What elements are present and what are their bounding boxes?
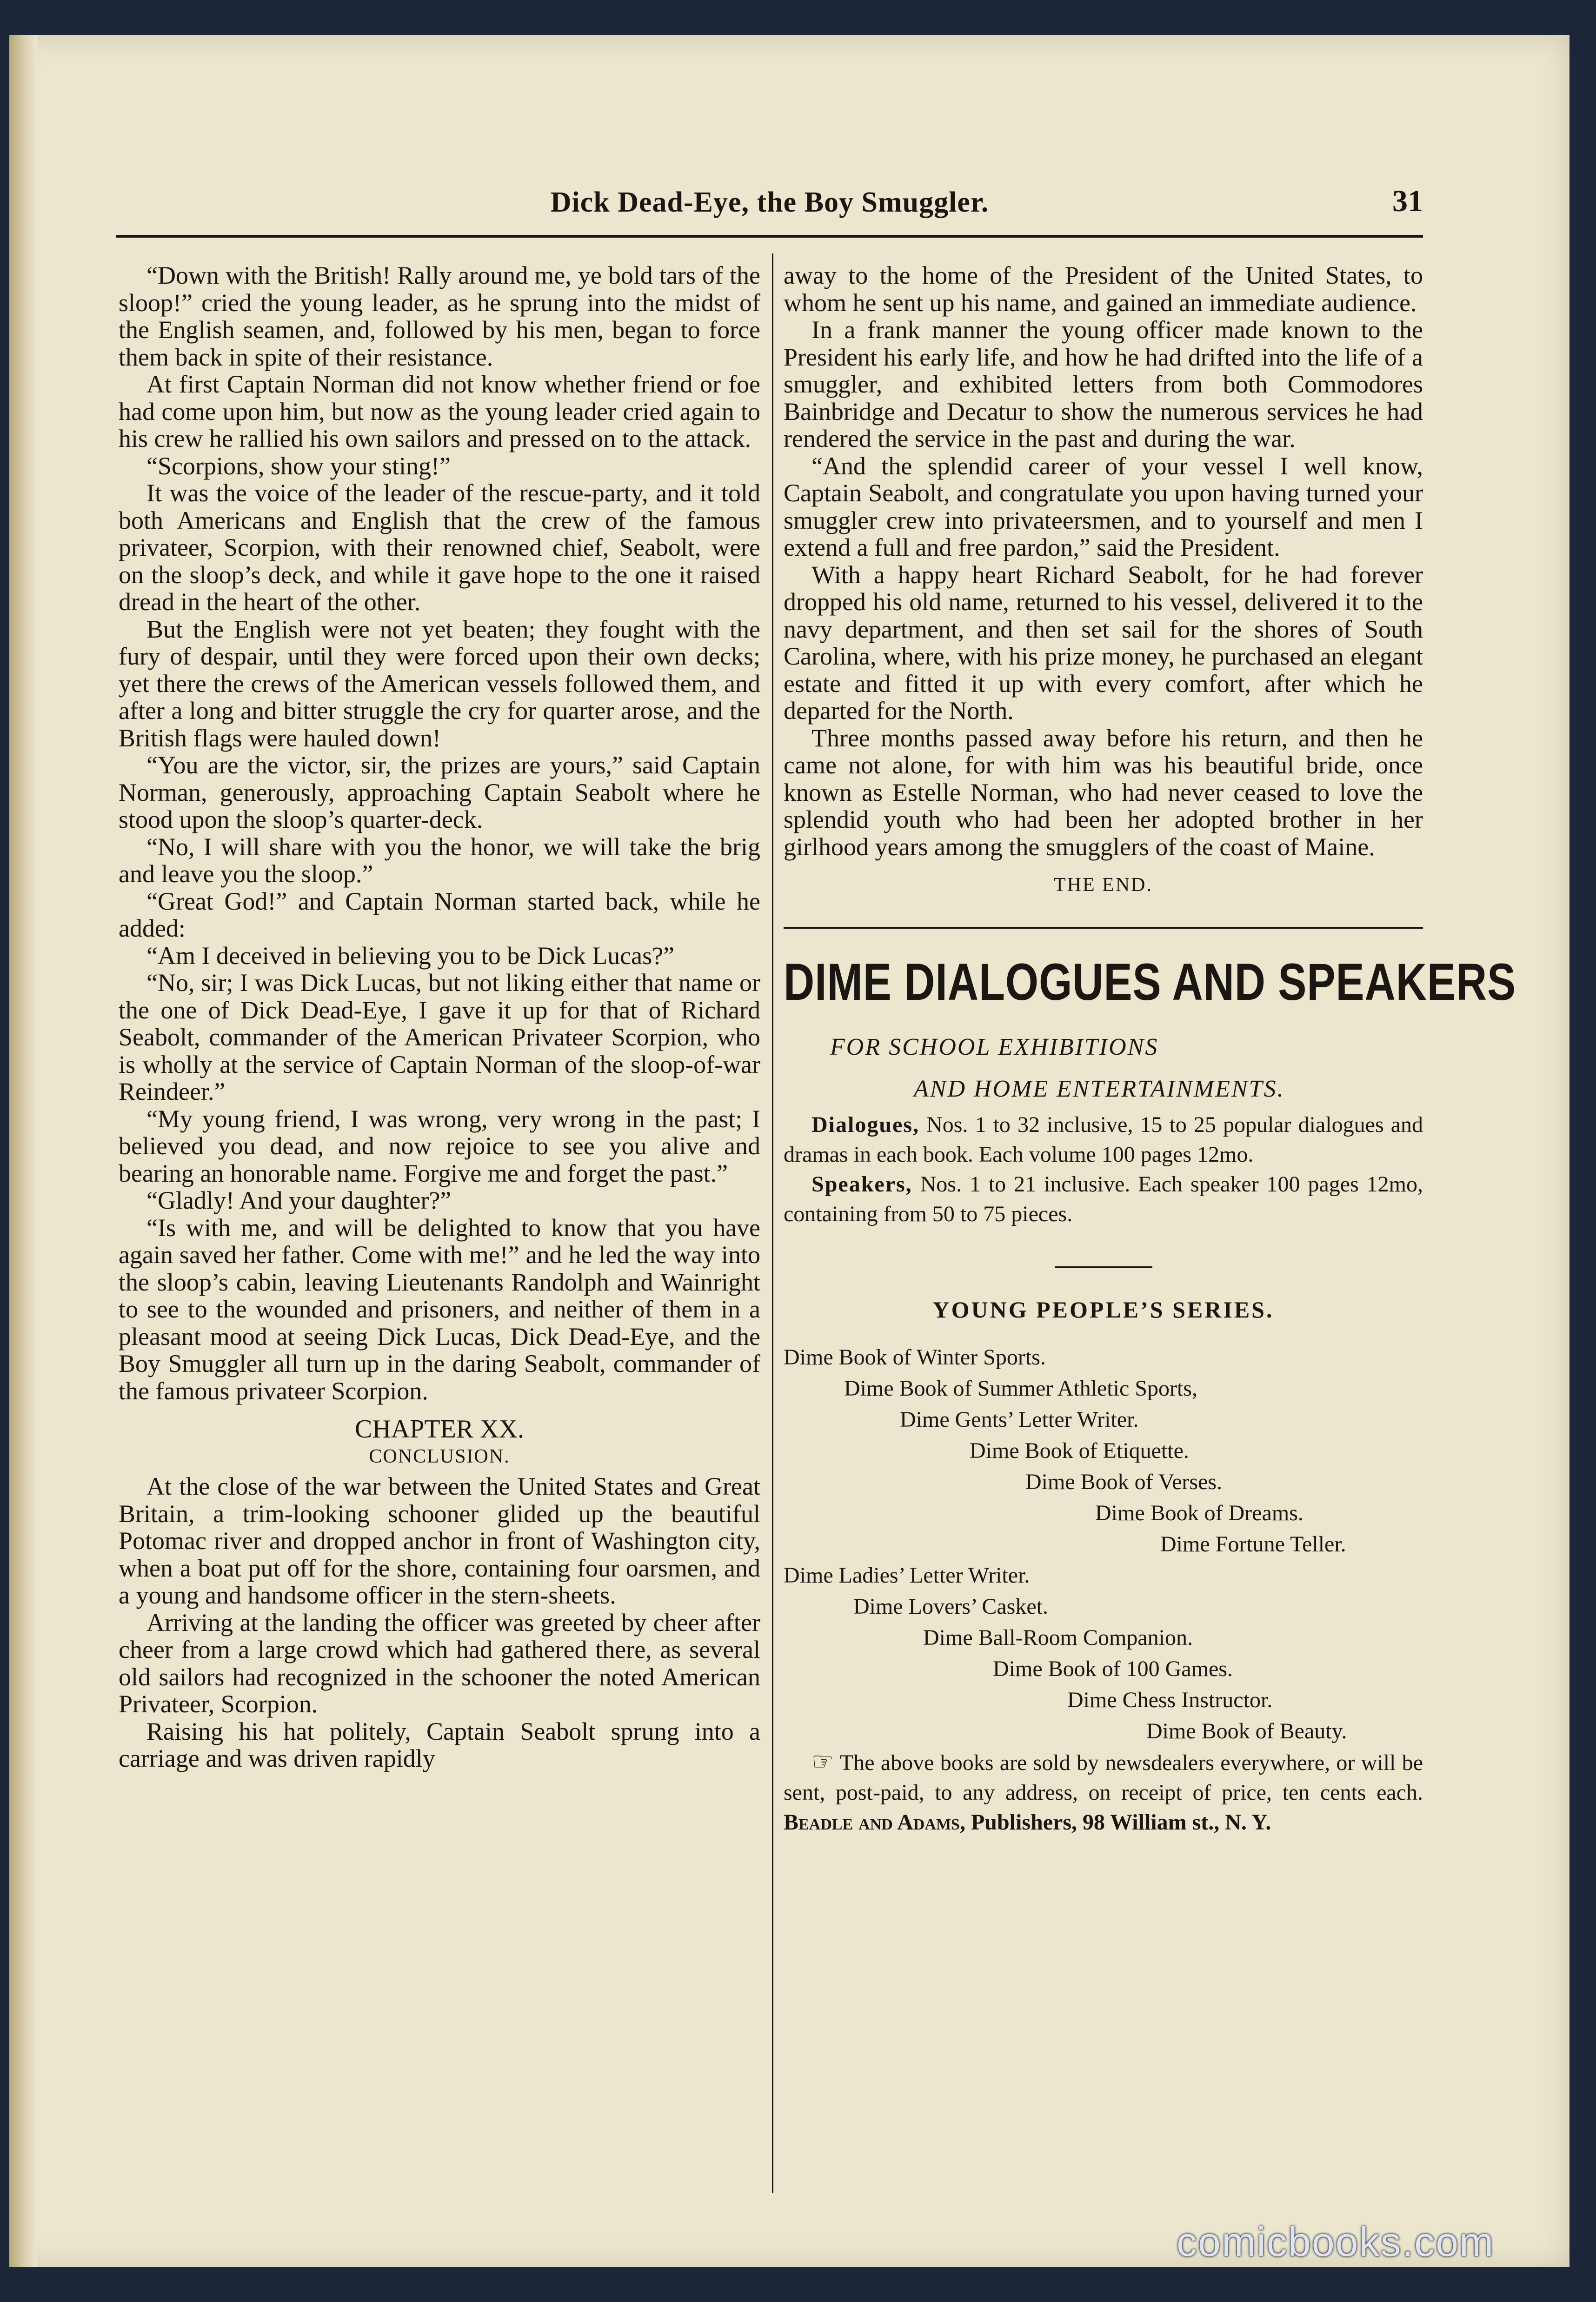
speakers-text: Nos. 1 to 21 inclusive. Each speaker 100 pages 12mo, containing from 50 to 75 pieces.: [784, 1171, 1423, 1226]
story-paragraph: With a happy heart Richard Seabolt, for he had forever dropped his old name, returned to his vessel, delivered it to the navy department, and then set sail for the shores of South Carolina, where, with his prize money, he purchased an elegant estate and fitted it up with every comfort, after which he departed for the North.: [784, 560, 1423, 725]
book-page: [9, 35, 1569, 2267]
dialogues-label: Dialogues,: [811, 1112, 920, 1137]
header-rule: [116, 235, 1423, 238]
watermark: comicbooks.com: [1177, 2219, 1495, 2265]
pointing-hand-icon: ☞: [811, 1747, 834, 1776]
book-list-item: Dime Ladies’ Letter Writer.: [784, 1563, 1030, 1588]
ad-title: DIME DIALOGUES AND SPEAKERS: [784, 952, 1516, 1011]
section-rule: [784, 927, 1423, 929]
story-paragraph: Raising his hat politely, Captain Seabolt sprung into a carriage and was driven rapidly: [119, 1717, 760, 1772]
ad-subtitle-line1: FOR SCHOOL EXHIBITIONS: [830, 1033, 1159, 1060]
story-paragraph: “No, sir; I was Dick Lucas, but not liking either that name or the one of Dick Dead-Eye, I gave it up for that of Richard Seabolt, commander of the American Privateer Scorpion, who is wholly at the service of Captain Norman of the sloop-of-war Reindeer.”: [119, 969, 760, 1105]
book-list-item: Dime Book of Beauty.: [1146, 1719, 1347, 1743]
book-list-item: Dime Chess Instructor.: [1067, 1688, 1273, 1712]
story-paragraph: “And the splendid career of your vessel I well know, Captain Seabolt, and congratulate you upon having turned your smuggler crew into privateersmen, and to yourself and men I extend a full and free pardon,” said the President.: [784, 452, 1423, 561]
book-list-item: Dime Fortune Teller.: [1160, 1532, 1346, 1557]
sales-notice: [784, 1747, 1423, 1837]
book-list-item: Dime Lovers’ Casket.: [853, 1594, 1048, 1619]
the-end-label: THE END.: [1054, 874, 1153, 896]
book-list-item: Dime Book of Verses.: [1025, 1470, 1223, 1494]
series-title: YOUNG PEOPLE’S SERIES.: [932, 1296, 1274, 1323]
book-list-item: Dime Book of 100 Games.: [993, 1657, 1233, 1681]
story-paragraph: “No, I will share with you the honor, we will take the brig and leave you the sloop.”: [119, 832, 760, 888]
story-paragraph: At first Captain Norman did not know whether friend or foe had come upon him, but now as the young leader cried again to his crew he rallied his own sailors and pressed on to the attack.: [119, 370, 760, 452]
story-paragraph: Arriving at the landing the officer was greeted by cheer after cheer from a large crowd which had gathered there, as several old sailors had recognized in the schooner the noted American Privateer, Scorpion.: [119, 1608, 760, 1718]
running-title: Dick Dead-Eye, the Boy Smuggler.: [550, 186, 989, 218]
ad-subtitle-line2: AND HOME ENTERTAINMENTS.: [914, 1075, 1285, 1102]
story-paragraph: In a frank manner the young officer made known to the President his early life, and how he had drifted into the life of a smuggler, and exhibited letters from both Commodores Bainbridge and Decatur to show the numerous services he had rendered the service in the past and during the war.: [784, 316, 1423, 452]
story-paragraph: At the close of the war between the United States and Great Britain, a trim-looking schooner glided up the beautiful Potomac river and dropped anchor in front of Washington city, when a boat put off for the shore, containing four oarsmen, and a young and handsome officer in the stern-sheets.: [119, 1472, 760, 1609]
story-paragraph: But the English were not yet beaten; they fought with the fury of despair, until they were forced upon their own decks; yet there the crews of the American vessels followed them, and after a long and bitter struggle the cry for quarter arose, and the British flags were hauled down!: [119, 615, 760, 752]
speakers-listing: [784, 1170, 1423, 1229]
story-continuation: away to the home of the President of the United States, to whom he sent up his name, and gained an immediate audience.: [784, 261, 1423, 317]
story-paragraph: “Down with the British! Rally around me, ye bold tars of the sloop!” cried the young leader, as he sprung into the midst of the English seamen, and, followed by his men, began to force them back in spite of their resistance.: [119, 261, 760, 371]
book-list-item: Dime Gents’ Letter Writer.: [900, 1407, 1139, 1432]
publisher-name: Beadle and Adams,: [784, 1810, 965, 1835]
notice-text: The above books are sold by newsdealers everywhere, or will be sent, post-paid, to any address, on receipt of price, ten cents each.: [784, 1750, 1423, 1805]
right-column: [784, 261, 1516, 1837]
chapter-heading: CHAPTER XX.: [354, 1415, 525, 1444]
book-list-item: Dime Book of Etiquette.: [970, 1438, 1189, 1463]
book-list-item: Dime Ball-Room Companion.: [923, 1625, 1193, 1650]
chapter-subheading: CONCLUSION.: [369, 1445, 510, 1467]
story-paragraph: Three months passed away before his return, and then he came not alone, for with him was his beautiful bride, once known as Estelle Norman, who had never ceased to love the splendid youth who had been her adopted brother in her girlhood years among the smugglers of the coast of Maine.: [784, 724, 1423, 861]
story-paragraph: “Gladly! And your daughter?”: [146, 1186, 452, 1214]
story-paragraph: “Great God!” and Captain Norman started back, while he added:: [119, 887, 760, 942]
short-rule: [1055, 1266, 1152, 1268]
book-list-item: Dime Book of Dreams.: [1095, 1501, 1303, 1525]
story-paragraph: “You are the victor, sir, the prizes are yours,” said Captain Norman, generously, approaching Captain Seabolt where he stood upon the sloop’s quarter-deck.: [119, 751, 760, 833]
advertisement: [784, 952, 1516, 1838]
page-spine-edge: [9, 35, 37, 2267]
story-paragraph: “Am I deceived in believing you to be Dick Lucas?”: [146, 941, 675, 970]
book-list-item: Dime Book of Summer Athletic Sports,: [844, 1376, 1197, 1401]
story-paragraph: “Scorpions, show your sting!”: [146, 452, 451, 480]
speakers-label: Speakers,: [811, 1171, 912, 1197]
dialogues-listing: [784, 1110, 1423, 1170]
left-column: [119, 262, 760, 1772]
story-paragraph: “My young friend, I was wrong, very wrong in the past; I believed you dead, and now rejoice to see you alive and bearing an honorable name. Forgive me and forget the past.”: [119, 1104, 760, 1187]
book-list-item: Dime Book of Winter Sports.: [784, 1345, 1046, 1370]
dialogues-text: Nos. 1 to 32 inclusive, 15 to 25 popular dialogues and dramas in each book. Each volume 100 pages 12mo.: [784, 1112, 1423, 1167]
column-divider: [772, 253, 773, 2193]
page-number: 31: [1392, 184, 1423, 218]
running-header: [116, 146, 1423, 216]
publisher-address: Publishers, 98 William st., N. Y.: [971, 1810, 1271, 1835]
story-paragraph: “Is with me, and will be delighted to know that you have again saved her father. Come with me!” and he led the way into the sloop’s cabin, leaving Lieutenants Randolph and Wainright to see to the wounded and prisoners, and neither of them in a pleasant mood at seeing Dick Lucas, Dick Dead-Eye, and the Boy Smuggler all turn up in the daring Seabolt, commander of the famous privateer Scorpion.: [119, 1213, 760, 1405]
story-paragraph: It was the voice of the leader of the rescue-party, and it told both Americans and English that the crew of the famous privateer, Scorpion, with their renowned chief, Seabolt, were on the sloop’s deck, and while it gave hope to the one it raised dread in the heart of the other.: [119, 479, 760, 616]
